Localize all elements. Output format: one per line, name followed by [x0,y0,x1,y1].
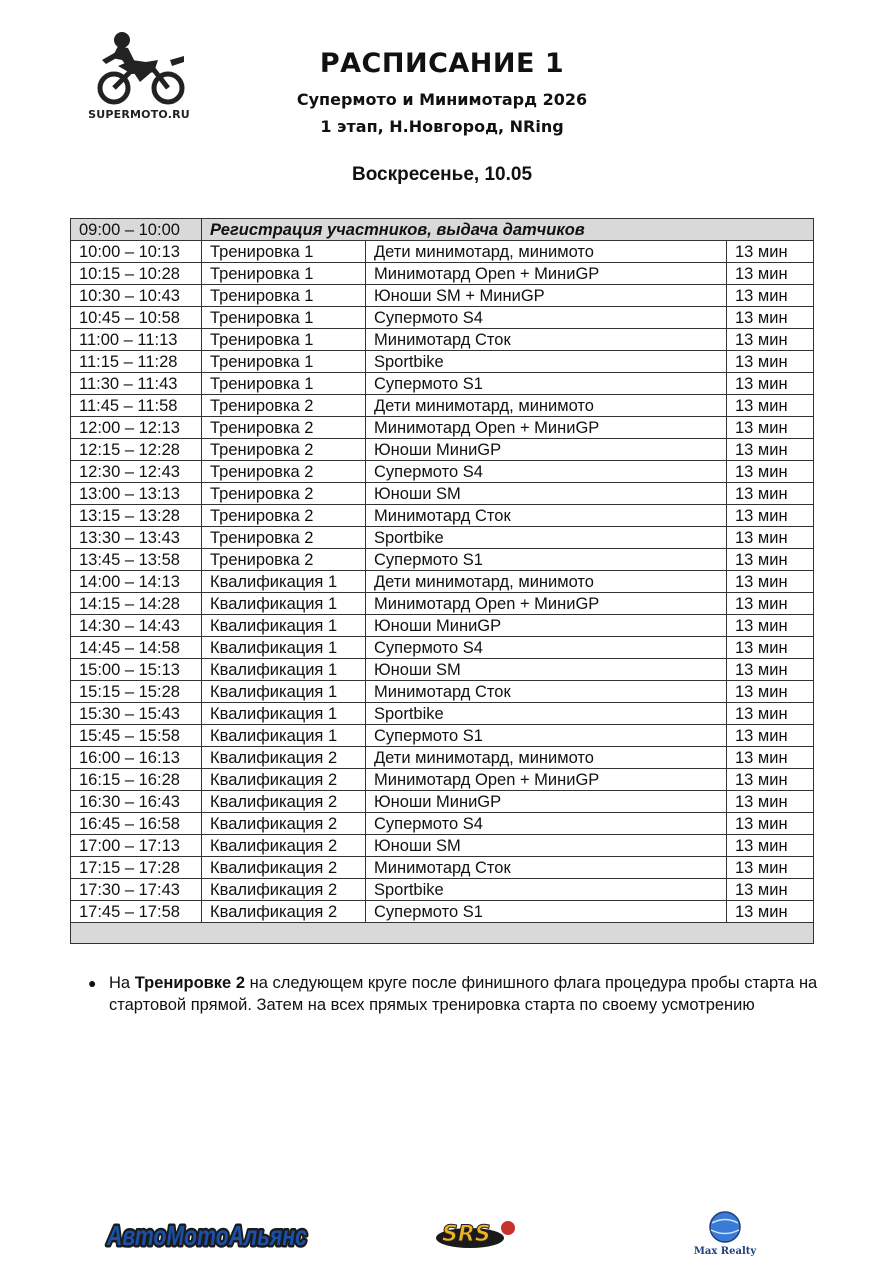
table-footer-row [71,923,814,944]
slot-time: 12:00 – 12:13 [71,417,202,439]
srs-badge [501,1221,515,1235]
registration-time: 09:00 – 10:00 [71,219,202,241]
slot-time: 17:15 – 17:28 [71,857,202,879]
table-row [71,593,814,615]
session-type: Тренировка 1 [202,329,366,351]
slot-time: 11:45 – 11:58 [71,395,202,417]
session-type: Тренировка 2 [202,483,366,505]
duration: 13 мин [727,329,814,351]
session-type: Квалификация 2 [202,879,366,901]
table-row [71,549,814,571]
class-name: Дети минимотард, минимото [366,747,727,769]
slot-time: 16:15 – 16:28 [71,769,202,791]
duration: 13 мин [727,857,814,879]
session-type: Тренировка 2 [202,395,366,417]
class-name: Sportbike [366,703,727,725]
class-name: Юноши МиниGP [366,439,727,461]
srs-logo [434,1216,520,1252]
duration: 13 мин [727,615,814,637]
table-row [71,725,814,747]
class-name: Минимотард Open + МиниGP [366,593,727,615]
class-name: Sportbike [366,879,727,901]
session-type: Тренировка 1 [202,373,366,395]
table-row [71,615,814,637]
registration-row [71,219,814,241]
duration: 13 мин [727,263,814,285]
slot-time: 15:15 – 15:28 [71,681,202,703]
class-name: Супермото S1 [366,373,727,395]
session-type: Квалификация 2 [202,901,366,923]
slot-time: 15:00 – 15:13 [71,659,202,681]
class-name: Минимотард Сток [366,681,727,703]
slot-time: 16:45 – 16:58 [71,813,202,835]
duration: 13 мин [727,527,814,549]
duration: 13 мин [727,703,814,725]
table-footer-cell [71,923,814,944]
session-type: Квалификация 2 [202,791,366,813]
slot-time: 14:00 – 14:13 [71,571,202,593]
duration: 13 мин [727,373,814,395]
duration: 13 мин [727,769,814,791]
class-name: Супермото S4 [366,307,727,329]
duration: 13 мин [727,549,814,571]
day-heading: Воскресенье, 10.05 [351,164,533,185]
class-name: Супермото S1 [366,901,727,923]
duration: 13 мин [727,241,814,263]
session-type: Тренировка 1 [202,285,366,307]
logo-text: SUPERMOTO.RU [88,108,190,121]
session-type: Квалификация 2 [202,835,366,857]
class-name: Минимотард Сток [366,857,727,879]
class-name: Юноши МиниGP [366,615,727,637]
duration: 13 мин [727,593,814,615]
slot-time: 11:00 – 11:13 [71,329,202,351]
duration: 13 мин [727,505,814,527]
class-name: Юноши SM [366,483,727,505]
slot-time: 13:00 – 13:13 [71,483,202,505]
supermoto-logo [88,30,190,130]
duration: 13 мин [727,417,814,439]
srs-text: SRS [442,1222,491,1247]
class-name: Супермото S4 [366,637,727,659]
session-type: Квалификация 1 [202,593,366,615]
session-type: Квалификация 2 [202,857,366,879]
slot-time: 11:30 – 11:43 [71,373,202,395]
session-type: Квалификация 1 [202,659,366,681]
slot-time: 15:45 – 15:58 [71,725,202,747]
session-type: Тренировка 1 [202,307,366,329]
session-type: Квалификация 1 [202,681,366,703]
class-name: Супермото S4 [366,813,727,835]
slot-time: 13:15 – 13:28 [71,505,202,527]
class-name: Минимотард Open + МиниGP [366,417,727,439]
schedule-table [70,218,814,944]
table-row [71,483,814,505]
slot-time: 10:45 – 10:58 [71,307,202,329]
table-row [71,505,814,527]
duration: 13 мин [727,747,814,769]
duration: 13 мин [727,901,814,923]
slot-time: 10:30 – 10:43 [71,285,202,307]
table-row [71,901,814,923]
session-type: Тренировка 1 [202,241,366,263]
table-row [71,351,814,373]
amalyans-outline: АвтоМотоАльянс [106,1220,308,1251]
session-type: Тренировка 2 [202,417,366,439]
note-body: на следующем круге после финишного флага процедура пробы старта на стартовой прямой. Затем на всех прямых тренировка старта по своему усмотрению [109,974,818,1014]
class-name: Sportbike [366,351,727,373]
table-row [71,769,814,791]
session-type: Тренировка 2 [202,549,366,571]
duration: 13 мин [727,395,814,417]
duration: 13 мин [727,681,814,703]
slot-time: 13:30 – 13:43 [71,527,202,549]
slot-time: 12:30 – 12:43 [71,461,202,483]
table-row [71,857,814,879]
duration: 13 мин [727,307,814,329]
slot-time: 16:30 – 16:43 [71,791,202,813]
table-row [71,571,814,593]
class-name: Юноши МиниGP [366,791,727,813]
session-type: Тренировка 2 [202,439,366,461]
max-realty-text: Max Realty [693,1246,757,1257]
class-name: Минимотард Сток [366,505,727,527]
stage-location: 1 этап, Н.Новгород, NRing [320,117,564,136]
slot-time: 10:00 – 10:13 [71,241,202,263]
duration: 13 мин [727,351,814,373]
class-name: Юноши SM [366,659,727,681]
table-row [71,461,814,483]
duration: 13 мин [727,725,814,747]
duration: 13 мин [727,835,814,857]
table-row [71,681,814,703]
page-title: РАСПИСАНИЕ 1 [319,48,565,79]
table-row [71,307,814,329]
session-type: Тренировка 2 [202,527,366,549]
session-type: Тренировка 2 [202,505,366,527]
slot-time: 13:45 – 13:58 [71,549,202,571]
duration: 13 мин [727,461,814,483]
session-type: Квалификация 2 [202,769,366,791]
session-type: Квалификация 2 [202,813,366,835]
class-name: Супермото S1 [366,549,727,571]
slot-time: 10:15 – 10:28 [71,263,202,285]
note-prefix: На [109,974,135,992]
table-row [71,439,814,461]
session-type: Тренировка 2 [202,461,366,483]
duration: 13 мин [727,791,814,813]
class-name: Sportbike [366,527,727,549]
table-row [71,395,814,417]
class-name: Минимотард Open + МиниGP [366,769,727,791]
class-name: Юноши SM + МиниGP [366,285,727,307]
table-row [71,637,814,659]
table-row [71,329,814,351]
page-subtitle: Супермото и Минимотард 2026 [296,90,588,109]
duration: 13 мин [727,637,814,659]
class-name: Минимотард Сток [366,329,727,351]
table-row [71,879,814,901]
bullet-icon: ● [88,975,97,991]
duration: 13 мин [727,285,814,307]
slot-time: 17:00 – 17:13 [71,835,202,857]
class-name: Юноши SM [366,835,727,857]
slot-time: 14:15 – 14:28 [71,593,202,615]
session-type: Тренировка 1 [202,263,366,285]
registration-label: Регистрация участников, выдача датчиков [202,219,814,241]
class-name: Дети минимотард, минимото [366,395,727,417]
table-row [71,263,814,285]
slot-time: 17:30 – 17:43 [71,879,202,901]
avtomotoalyans-logo [103,1214,313,1254]
table-row [71,791,814,813]
table-row [71,285,814,307]
class-name: Дети минимотард, минимото [366,571,727,593]
slot-time: 14:30 – 14:43 [71,615,202,637]
slot-time: 15:30 – 15:43 [71,703,202,725]
slot-time: 11:15 – 11:28 [71,351,202,373]
duration: 13 мин [727,571,814,593]
duration: 13 мин [727,879,814,901]
class-name: Супермото S1 [366,725,727,747]
table-row [71,747,814,769]
slot-time: 16:00 – 16:13 [71,747,202,769]
duration: 13 мин [727,483,814,505]
class-name: Супермото S4 [366,461,727,483]
slot-time: 17:45 – 17:58 [71,901,202,923]
class-name: Минимотард Open + МиниGP [366,263,727,285]
table-row [71,703,814,725]
duration: 13 мин [727,659,814,681]
duration: 13 мин [727,813,814,835]
table-row [71,527,814,549]
note-bold: Тренировке 2 [134,974,245,992]
table-row [71,241,814,263]
max-realty-logo [686,1210,764,1264]
table-row [71,813,814,835]
session-type: Тренировка 1 [202,351,366,373]
session-type: Квалификация 1 [202,571,366,593]
amalyans-text: АвтоМотоАльянс [106,1220,308,1251]
table-row [71,835,814,857]
slot-time: 12:15 – 12:28 [71,439,202,461]
slot-time: 14:45 – 14:58 [71,637,202,659]
duration: 13 мин [727,439,814,461]
table-row [71,659,814,681]
session-type: Квалификация 1 [202,637,366,659]
table-row [71,373,814,395]
note [88,972,828,1016]
session-type: Квалификация 2 [202,747,366,769]
note-text [109,972,828,1016]
session-type: Квалификация 1 [202,725,366,747]
session-type: Квалификация 1 [202,615,366,637]
session-type: Квалификация 1 [202,703,366,725]
class-name: Дети минимотард, минимото [366,241,727,263]
table-row [71,417,814,439]
